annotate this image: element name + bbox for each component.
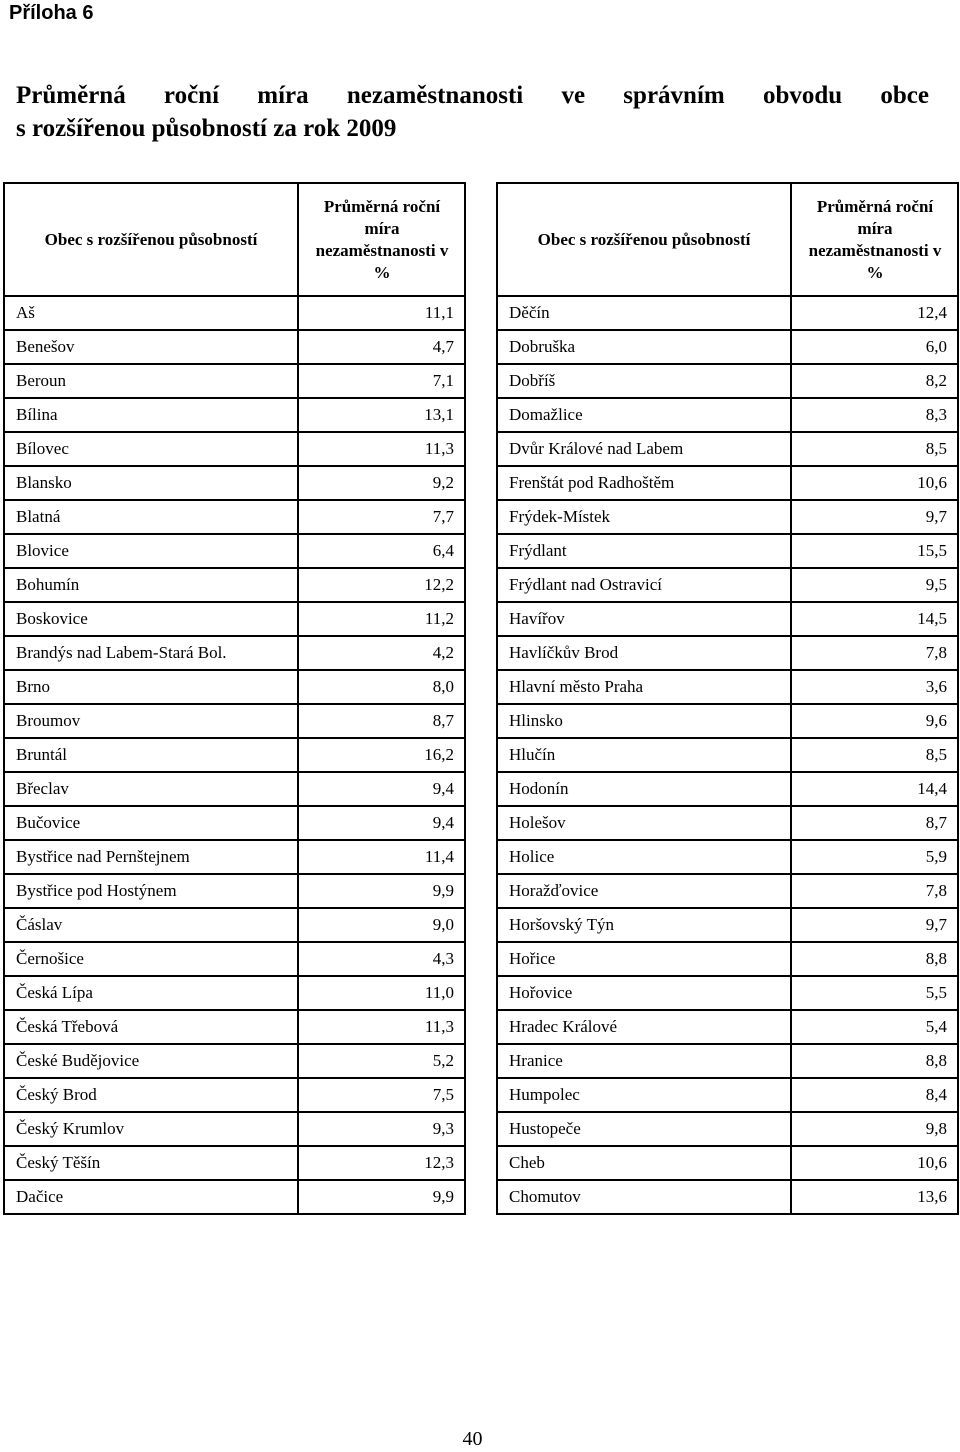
unemployment-rate: 15,5 [791, 534, 958, 568]
unemployment-rate: 8,8 [791, 1044, 958, 1078]
table-row [497, 704, 958, 738]
table-row [4, 602, 465, 636]
table-row [4, 466, 465, 500]
municipality-name: Dvůr Králové nad Labem [497, 432, 791, 466]
table-row [4, 330, 465, 364]
table-row [497, 772, 958, 806]
table-row [4, 1044, 465, 1078]
table-row [497, 398, 958, 432]
table-left-body [4, 183, 465, 1214]
municipality-name: Hlinsko [497, 704, 791, 738]
document-title [16, 79, 929, 145]
table-right-body [497, 183, 958, 1214]
municipality-name: Bystřice nad Pernštejnem [4, 840, 298, 874]
municipality-name: Břeclav [4, 772, 298, 806]
unemployment-rate: 9,9 [298, 874, 465, 908]
unemployment-rate: 5,2 [298, 1044, 465, 1078]
municipality-name: Černošice [4, 942, 298, 976]
table-row [4, 976, 465, 1010]
unemployment-rate: 9,5 [791, 568, 958, 602]
municipality-name: Blatná [4, 500, 298, 534]
unemployment-rate: 9,2 [298, 466, 465, 500]
municipality-name: Broumov [4, 704, 298, 738]
table-row [4, 1112, 465, 1146]
table-row [4, 636, 465, 670]
unemployment-rate: 8,8 [791, 942, 958, 976]
unemployment-rate: 14,5 [791, 602, 958, 636]
document-title-line-2: s rozšířenou působností za rok 2009 [16, 115, 397, 142]
unemployment-rate: 8,4 [791, 1078, 958, 1112]
table-row [497, 908, 958, 942]
unemployment-rate: 9,9 [298, 1180, 465, 1214]
table-row [497, 534, 958, 568]
municipality-name: Horažďovice [497, 874, 791, 908]
municipality-name: Český Těšín [4, 1146, 298, 1180]
unemployment-rate: 9,4 [298, 806, 465, 840]
municipality-name: Český Krumlov [4, 1112, 298, 1146]
table-row [497, 466, 958, 500]
table-row [4, 670, 465, 704]
municipality-name: Domažlice [497, 398, 791, 432]
unemployment-rate: 10,6 [791, 1146, 958, 1180]
table-row [497, 1112, 958, 1146]
unemployment-rate: 7,5 [298, 1078, 465, 1112]
table-row [4, 1010, 465, 1044]
unemployment-rate: 7,8 [791, 874, 958, 908]
unemployment-rate: 8,5 [791, 738, 958, 772]
municipality-name: Dobruška [497, 330, 791, 364]
unemployment-rate: 12,3 [298, 1146, 465, 1180]
annex-label: Příloha 6 [9, 2, 94, 24]
unemployment-rate: 4,7 [298, 330, 465, 364]
municipality-name: Frýdek-Místek [497, 500, 791, 534]
table-row [497, 432, 958, 466]
unemployment-rate: 8,2 [791, 364, 958, 398]
table-row [4, 738, 465, 772]
unemployment-rate: 13,6 [791, 1180, 958, 1214]
municipality-name: Holešov [497, 806, 791, 840]
municipality-name: Humpolec [497, 1078, 791, 1112]
unemployment-rate: 11,1 [298, 296, 465, 330]
municipality-name: Hradec Králové [497, 1010, 791, 1044]
unemployment-rate: 9,4 [298, 772, 465, 806]
table-row [4, 364, 465, 398]
header-municipality: Obec s rozšířenou působností [4, 183, 298, 296]
municipality-name: Bučovice [4, 806, 298, 840]
unemployment-rate: 6,4 [298, 534, 465, 568]
municipality-name: Frýdlant nad Ostravicí [497, 568, 791, 602]
table-row [4, 874, 465, 908]
header-municipality: Obec s rozšířenou působností [497, 183, 791, 296]
page-number: 40 [462, 1428, 483, 1450]
unemployment-rate: 9,6 [791, 704, 958, 738]
table-row [4, 296, 465, 330]
municipality-name: Frýdlant [497, 534, 791, 568]
unemployment-rate: 8,3 [791, 398, 958, 432]
unemployment-rate: 13,1 [298, 398, 465, 432]
unemployment-rate: 5,9 [791, 840, 958, 874]
table-row [497, 500, 958, 534]
municipality-name: Bruntál [4, 738, 298, 772]
unemployment-rate: 5,4 [791, 1010, 958, 1044]
unemployment-rate: 9,3 [298, 1112, 465, 1146]
unemployment-rate: 4,2 [298, 636, 465, 670]
table-row [4, 704, 465, 738]
header-rate-label: Průměrná roční míra nezaměstnanosti v % [808, 196, 942, 282]
unemployment-rate: 9,0 [298, 908, 465, 942]
municipality-name: Hořovice [497, 976, 791, 1010]
table-header-row [497, 183, 958, 296]
table-row [4, 806, 465, 840]
unemployment-rate: 4,3 [298, 942, 465, 976]
unemployment-rate: 8,5 [791, 432, 958, 466]
municipality-name: Brandýs nad Labem-Stará Bol. [4, 636, 298, 670]
unemployment-rate: 8,7 [791, 806, 958, 840]
unemployment-rate: 12,4 [791, 296, 958, 330]
table-row [4, 1180, 465, 1214]
municipality-name: Benešov [4, 330, 298, 364]
municipality-name: Aš [4, 296, 298, 330]
table-row [4, 840, 465, 874]
municipality-name: Horšovský Týn [497, 908, 791, 942]
unemployment-rate: 16,2 [298, 738, 465, 772]
municipality-name: Česká Lípa [4, 976, 298, 1010]
municipality-name: Čáslav [4, 908, 298, 942]
municipality-name: Bystřice pod Hostýnem [4, 874, 298, 908]
table-row [4, 398, 465, 432]
table-row [497, 602, 958, 636]
unemployment-table-right [496, 182, 959, 1215]
municipality-name: Hořice [497, 942, 791, 976]
table-row [497, 1078, 958, 1112]
table-row [497, 568, 958, 602]
municipality-name: Beroun [4, 364, 298, 398]
unemployment-rate: 11,0 [298, 976, 465, 1010]
unemployment-rate: 8,7 [298, 704, 465, 738]
table-row [4, 1078, 465, 1112]
table-row [497, 636, 958, 670]
unemployment-rate: 9,8 [791, 1112, 958, 1146]
municipality-name: Chomutov [497, 1180, 791, 1214]
table-row [497, 1010, 958, 1044]
header-rate-label: Průměrná roční míra nezaměstnanosti v % [315, 196, 449, 282]
table-row [4, 568, 465, 602]
municipality-name: Blovice [4, 534, 298, 568]
table-row [497, 1146, 958, 1180]
header-rate [298, 183, 465, 296]
table-row [4, 500, 465, 534]
unemployment-rate: 9,7 [791, 908, 958, 942]
table-row [497, 738, 958, 772]
municipality-name: Dobříš [497, 364, 791, 398]
municipality-name: Havířov [497, 602, 791, 636]
table-row [4, 772, 465, 806]
municipality-name: Brno [4, 670, 298, 704]
municipality-name: Česká Třebová [4, 1010, 298, 1044]
unemployment-rate: 11,3 [298, 432, 465, 466]
municipality-name: Bohumín [4, 568, 298, 602]
table-row [497, 296, 958, 330]
table-row [497, 670, 958, 704]
municipality-name: Dačice [4, 1180, 298, 1214]
table-row [497, 364, 958, 398]
unemployment-rate: 8,0 [298, 670, 465, 704]
table-row [4, 1146, 465, 1180]
table-row [497, 1180, 958, 1214]
municipality-name: České Budějovice [4, 1044, 298, 1078]
unemployment-rate: 14,4 [791, 772, 958, 806]
table-row [4, 908, 465, 942]
table-row [497, 330, 958, 364]
municipality-name: Bílovec [4, 432, 298, 466]
unemployment-table-left [3, 182, 466, 1215]
municipality-name: Hlučín [497, 738, 791, 772]
municipality-name: Boskovice [4, 602, 298, 636]
municipality-name: Hlavní město Praha [497, 670, 791, 704]
table-row [497, 874, 958, 908]
municipality-name: Blansko [4, 466, 298, 500]
municipality-name: Cheb [497, 1146, 791, 1180]
unemployment-rate: 10,6 [791, 466, 958, 500]
unemployment-rate: 7,1 [298, 364, 465, 398]
header-rate [791, 183, 958, 296]
table-header-row [4, 183, 465, 296]
municipality-name: Hodonín [497, 772, 791, 806]
municipality-name: Hustopeče [497, 1112, 791, 1146]
table-row [497, 942, 958, 976]
table-row [497, 1044, 958, 1078]
unemployment-rate: 9,7 [791, 500, 958, 534]
unemployment-rate: 3,6 [791, 670, 958, 704]
municipality-name: Frenštát pod Radhoštěm [497, 466, 791, 500]
municipality-name: Hranice [497, 1044, 791, 1078]
table-row [497, 976, 958, 1010]
table-row [4, 432, 465, 466]
municipality-name: Bílina [4, 398, 298, 432]
unemployment-rate: 7,8 [791, 636, 958, 670]
unemployment-rate: 11,4 [298, 840, 465, 874]
unemployment-rate: 12,2 [298, 568, 465, 602]
document-title-line-1: Průměrná roční míra nezaměstnanosti ve správním obvodu obce [16, 82, 929, 109]
unemployment-rate: 11,3 [298, 1010, 465, 1044]
municipality-name: Havlíčkův Brod [497, 636, 791, 670]
unemployment-rate: 7,7 [298, 500, 465, 534]
unemployment-rate: 6,0 [791, 330, 958, 364]
table-row [4, 942, 465, 976]
unemployment-rate: 11,2 [298, 602, 465, 636]
table-row [497, 806, 958, 840]
unemployment-rate: 5,5 [791, 976, 958, 1010]
municipality-name: Český Brod [4, 1078, 298, 1112]
table-row [497, 840, 958, 874]
municipality-name: Děčín [497, 296, 791, 330]
table-row [4, 534, 465, 568]
municipality-name: Holice [497, 840, 791, 874]
